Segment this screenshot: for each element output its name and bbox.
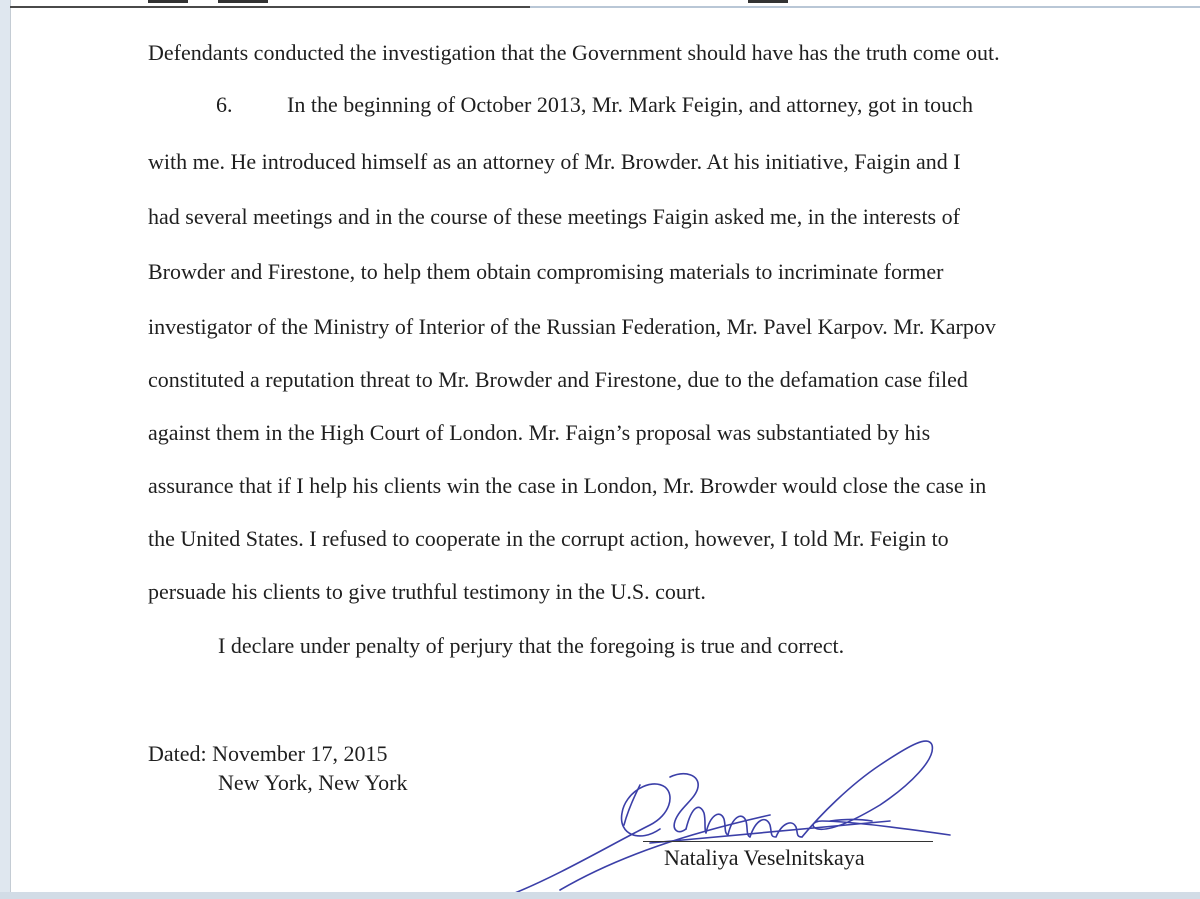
viewer-left-edge (0, 0, 11, 899)
body-line-10: the United States. I refused to cooperate in the corrupt action, however, I told Mr. Feigin to (148, 526, 949, 551)
body-line-4: had several meetings and in the course of these meetings Faigin asked me, in the interests of (148, 204, 960, 229)
bottom-border (0, 892, 1200, 899)
signatory-name: Nataliya Veselnitskaya (664, 845, 865, 870)
paragraph-number: 6. (216, 92, 233, 117)
declaration-line: I declare under penalty of perjury that the foregoing is true and correct. (218, 633, 845, 658)
body-line-1: Defendants conducted the investigation that the Government should have has the truth come out. (148, 40, 1000, 65)
body-line-5: Browder and Firestone, to help them obtain compromising materials to incriminate former (148, 259, 944, 284)
signature-line (643, 841, 933, 842)
body-line-7: constituted a reputation threat to Mr. Browder and Firestone, due to the defamation case filed (148, 367, 968, 392)
top-border-light (530, 6, 1200, 8)
body-line-3: with me. He introduced himself as an attorney of Mr. Browder. At his initiative, Faigin and I (148, 149, 961, 174)
body-line-2: In the beginning of October 2013, Mr. Mark Feigin, and attorney, got in touch (287, 92, 973, 117)
place-line: New York, New York (218, 770, 408, 795)
handwritten-signature (500, 725, 960, 899)
body-line-8: against them in the High Court of London. Mr. Faign’s proposal was substantiated by his (148, 420, 931, 445)
body-line-11: persuade his clients to give truthful testimony in the U.S. court. (148, 579, 706, 604)
body-line-6: investigator of the Ministry of Interior of the Russian Federation, Mr. Pavel Karpov. Mr. Karpov (148, 314, 996, 339)
body-line-9: assurance that if I help his clients win the case in London, Mr. Browder would close the case in (148, 473, 987, 498)
top-border-dark (10, 6, 530, 8)
dated-line: Dated: November 17, 2015 (148, 741, 388, 766)
signature-icon (500, 725, 960, 899)
